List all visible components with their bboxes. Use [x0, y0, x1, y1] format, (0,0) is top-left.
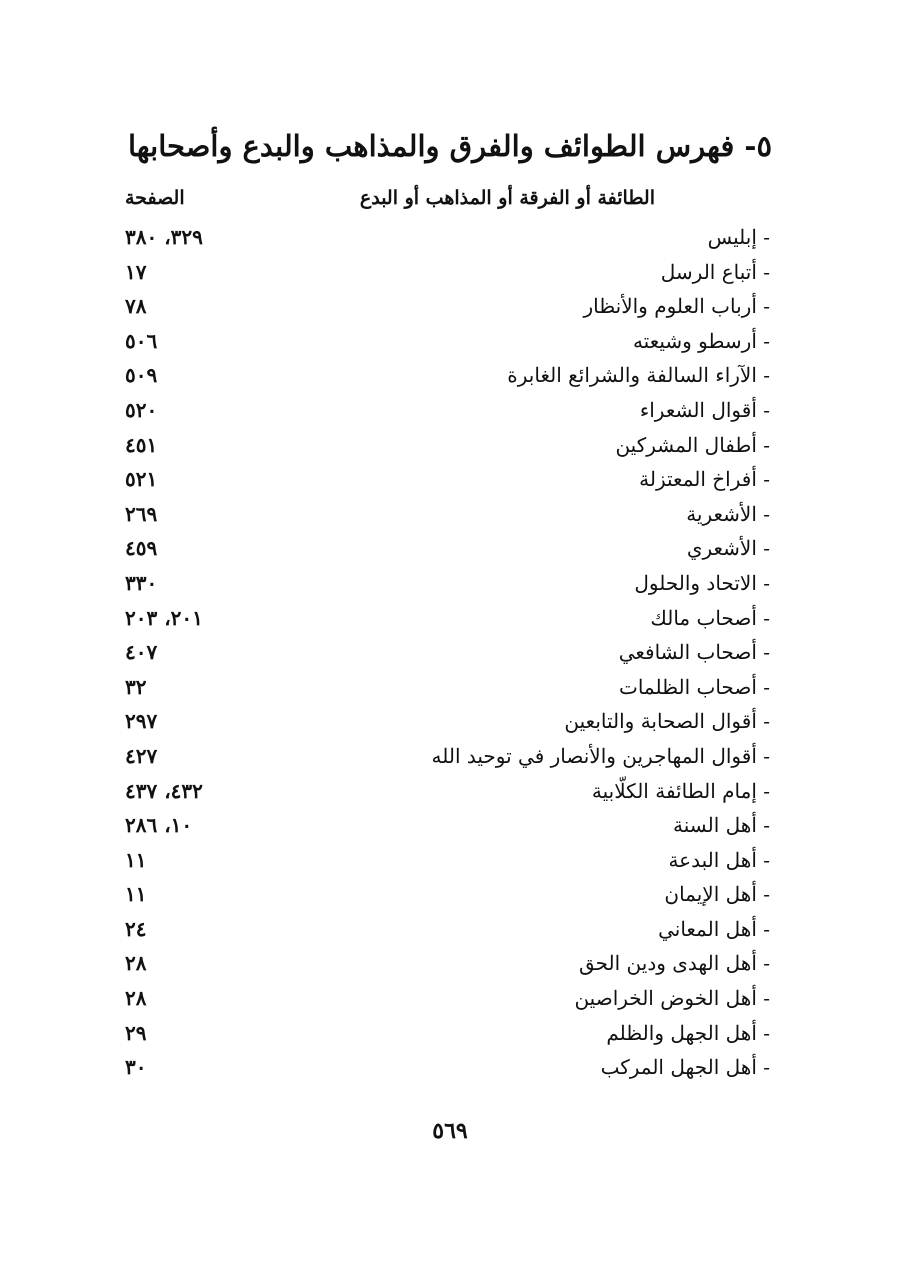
entry-pages: ٣٢: [125, 674, 147, 699]
entry-pages: ٢٨: [125, 951, 147, 976]
entry-pages: ٢٩٧: [125, 709, 158, 734]
index-entry: [110, 774, 770, 809]
entry-pages: ١١: [125, 847, 147, 872]
entry-pages: ٤٢٧: [125, 743, 158, 768]
column-header-page: الصفحة: [125, 187, 185, 209]
entry-pages: ٢٠١، ٢٠٣: [125, 605, 203, 630]
entry-pages: ٥٢١: [125, 467, 158, 492]
entry-name: - الأشعري: [686, 536, 770, 561]
index-entry: [110, 601, 770, 636]
index-entry: [110, 877, 770, 912]
entry-name: - الأشعرية: [686, 501, 770, 526]
entry-name: - أفراخ المعتزلة: [639, 467, 770, 492]
entry-name: - أطفال المشركين: [615, 432, 770, 457]
entry-name: - أهل الخوض الخراصين: [574, 986, 770, 1011]
entry-name: - أهل الجهل المركب: [600, 1055, 770, 1080]
entry-name: - أقوال المهاجرين والأنصار في توحيد الله: [431, 743, 770, 768]
index-entry: [110, 670, 770, 705]
entry-pages: ٢٤: [125, 916, 147, 941]
entry-pages: ٢٩: [125, 1020, 147, 1045]
entry-name: - أتباع الرسل: [660, 259, 770, 284]
entry-pages: ٣٠: [125, 1055, 147, 1080]
entry-pages: ٢٦٩: [125, 501, 158, 526]
index-entry: [110, 912, 770, 947]
entry-name: - أصحاب مالك: [650, 605, 770, 630]
entry-pages: ٥٢٠: [125, 397, 158, 422]
index-entry: [110, 704, 770, 739]
entry-pages: ١٧: [125, 259, 147, 284]
index-entry: [110, 808, 770, 843]
entry-name: - أرسطو وشيعته: [632, 328, 770, 353]
entry-name: - أهل الهدى ودين الحق: [578, 951, 770, 976]
index-entry: [110, 531, 770, 566]
index-entry: [110, 739, 770, 774]
index-entry: [110, 946, 770, 981]
entry-pages: ٥٠٦: [125, 328, 158, 353]
page-number: ٥٦٩: [432, 1118, 468, 1144]
entry-pages: ١١: [125, 882, 147, 907]
entry-pages: ٣٣٠: [125, 570, 158, 595]
entry-pages: ٢٨: [125, 986, 147, 1011]
index-entry: [110, 1050, 770, 1085]
column-header-name: الطائفة أو الفرقة أو المذاهب أو البدع: [359, 187, 655, 209]
entry-name: - أهل السنة: [673, 813, 770, 838]
entry-name: - الاتحاد والحلول: [634, 570, 770, 595]
entry-pages: ٥٠٩: [125, 363, 158, 388]
index-entry: [110, 635, 770, 670]
index-entry: [110, 497, 770, 532]
entry-name: - الآراء السالفة والشرائع الغابرة: [507, 363, 770, 388]
index-list: [110, 220, 770, 1085]
entry-name: - أهل المعاني: [658, 916, 770, 941]
index-entry: [110, 220, 770, 255]
entry-pages: ٤٥٩: [125, 536, 158, 561]
index-entry: [110, 289, 770, 324]
index-entry: [110, 428, 770, 463]
entry-name: - إمام الطائفة الكلّابية: [591, 778, 770, 803]
entry-pages: ٤٠٧: [125, 640, 158, 665]
entry-pages: ٤٥١: [125, 432, 158, 457]
entry-pages: ٧٨: [125, 294, 147, 319]
entry-name: - أصحاب الشافعي: [618, 640, 770, 665]
entry-name: - أصحاب الظلمات: [618, 674, 770, 699]
entry-pages: ١٠، ٢٨٦: [125, 813, 193, 838]
entry-pages: ٤٣٢، ٤٣٧: [125, 778, 203, 803]
index-entry: [110, 324, 770, 359]
entry-name: - أهل الإيمان: [664, 882, 770, 907]
index-entry: [110, 462, 770, 497]
index-entry: [110, 566, 770, 601]
page-title: ٥- فهرس الطوائف والفرق والمذاهب والبدع وأصحابها: [127, 129, 773, 163]
index-entry: [110, 843, 770, 878]
entry-pages: ٣٢٩، ٣٨٠: [125, 225, 203, 249]
entry-name: - أهل البدعة: [668, 847, 770, 872]
index-entry: [110, 981, 770, 1016]
entry-name: - أهل الجهل والظلم: [606, 1020, 770, 1045]
index-entry: [110, 1016, 770, 1051]
entry-name: - أرباب العلوم والأنظار: [583, 294, 770, 319]
index-entry: [110, 255, 770, 290]
index-entry: [110, 393, 770, 428]
entry-name: - إبليس: [707, 225, 770, 249]
index-entry: [110, 358, 770, 393]
entry-name: - أقوال الشعراء: [639, 397, 770, 422]
entry-name: - أقوال الصحابة والتابعين: [564, 709, 770, 734]
